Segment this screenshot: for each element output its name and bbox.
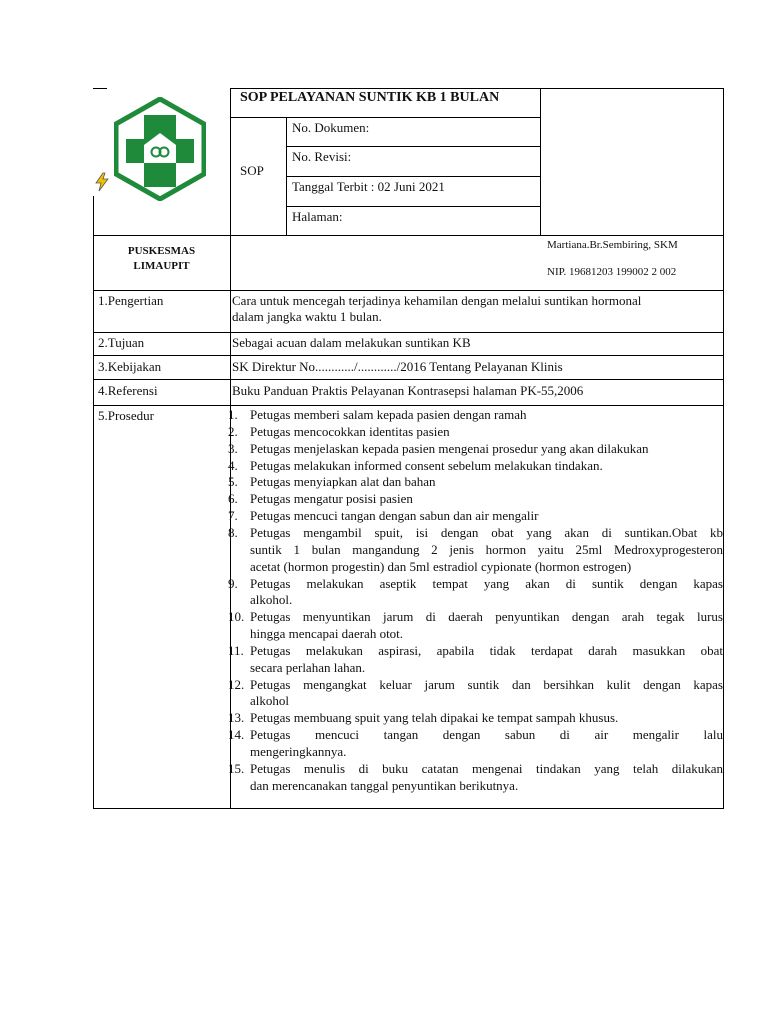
procedure-step-text: Petugas mengatur posisi pasien	[250, 491, 413, 507]
procedure-step-text: Petugas mengangkat keluar jarum suntik dan bersihkan kulit dengan kapas	[250, 676, 723, 692]
procedure-step-text: acetat (hormon progestin) dan 5ml estradiol cypionate (hormon estrogen)	[250, 558, 632, 574]
procedure-step-text: Petugas menjelaskan kepada pasien mengenai prosedur yang akan dilakukan	[250, 440, 649, 456]
procedure-step-text: Petugas menyiapkan alat dan bahan	[250, 474, 436, 490]
tujuan-label: 2.Tujuan	[98, 335, 145, 350]
procedure-step-text: Petugas mencuci tangan dengan sabun di air mengalir lalu	[250, 727, 723, 743]
procedure-step-text: alkohol.	[250, 592, 293, 608]
procedure-step-text: mengeringkannya.	[250, 744, 347, 759]
puskesmas-cross-logo-icon	[114, 97, 206, 201]
org-name-line2: LIMAUPIT	[133, 260, 190, 272]
prosedur-label: 5.Prosedur	[98, 408, 154, 423]
procedure-step-text: alkohol	[250, 693, 289, 709]
procedure-step-text: Petugas menulis di buku catatan mengenai tindakan yang telah dilakukan	[250, 760, 723, 776]
page-field: Halaman:	[292, 209, 343, 224]
procedure-step-number: 6.	[228, 491, 238, 507]
procedure-step-text: secara perlahan lahan.	[250, 659, 366, 675]
pengertian-text-line1: Cara untuk mencegah terjadinya kehamilan dengan melalui suntikan hormonal	[232, 293, 642, 308]
procedure-step-text: Petugas membuang spuit yang telah dipakai ke tempat sampah khusus.	[250, 710, 619, 726]
procedure-step-number: 7.	[228, 508, 238, 524]
sop-title: SOP PELAYANAN SUNTIK KB 1 BULAN	[240, 90, 500, 105]
procedure-step-number: 14.	[228, 727, 245, 743]
signer-nip: NIP. 19681203 199002 2 002	[547, 266, 677, 278]
procedure-step-text: hingga mencapai daerah otot.	[250, 626, 404, 642]
procedure-step-number: 1.	[228, 407, 238, 422]
procedure-step-number: 2.	[228, 423, 238, 439]
procedure-step-number: 4.	[228, 457, 238, 473]
kebijakan-text: SK Direktur No............/............/2016 Tentang Pelayanan Klinis	[232, 359, 563, 374]
procedure-step-text: Petugas memberi salam kepada pasien dengan ramah	[250, 407, 527, 422]
procedure-step-number: 11.	[228, 642, 244, 658]
procedure-step-number: 8.	[228, 524, 238, 540]
issue-date-field: Tanggal Terbit : 02 Juni 2021	[292, 179, 445, 194]
procedure-step-number: 12.	[228, 676, 245, 692]
procedure-step-text: Petugas melakukan informed consent sebelum melakukan tindakan.	[250, 457, 603, 473]
procedure-step-number: 15.	[228, 760, 245, 776]
sop-label: SOP	[240, 163, 264, 178]
procedure-step-text: Petugas mengambil spuit, isi dengan obat yang akan di suntikan.Obat kb	[250, 524, 723, 540]
org-name-line1: PUSKESMAS	[127, 245, 196, 257]
revision-field: No. Revisi:	[292, 149, 352, 164]
kebijakan-label: 3.Kebijakan	[98, 359, 162, 374]
procedure-step-text: Petugas melakukan aspirasi, apabila tidak terdapat darah masukkan obat	[250, 642, 723, 658]
pengertian-label: 1.Pengertian	[98, 293, 164, 308]
pengertian-text-line2: dalam jangka waktu 1 bulan.	[232, 309, 382, 324]
procedure-step-text: Petugas melakukan aseptik tempat yang akan di suntik dengan kapas	[250, 575, 723, 591]
procedure-step-number: 13.	[228, 710, 245, 726]
procedure-step-number: 5.	[228, 474, 238, 490]
procedure-step-number: 9.	[228, 575, 238, 591]
procedure-step-number: 3.	[228, 440, 238, 456]
procedure-step-text: dan merencanakan tanggal penyuntikan berikutnya.	[250, 777, 519, 793]
referensi-text: Buku Panduan Praktis Pelayanan Kontrasepsi halaman PK-55,2006	[232, 383, 584, 398]
lightning-icon	[94, 172, 110, 192]
procedure-step-text: Petugas mencuci tangan dengan sabun dan air mengalir	[250, 508, 539, 524]
doc-number-field: No. Dokumen:	[292, 120, 370, 135]
signer-name: Martiana.Br.Sembiring, SKM	[547, 239, 678, 251]
referensi-label: 4.Referensi	[98, 383, 158, 398]
procedure-step-text: Petugas menyuntikan jarum di daerah penyuntikan dengan arah tegak lurus	[250, 609, 723, 625]
procedure-step-text: Petugas mencocokkan identitas pasien	[250, 423, 450, 439]
tujuan-text: Sebagai acuan dalam melakukan suntikan KB	[232, 335, 471, 350]
procedure-step-number: 10.	[228, 609, 245, 625]
procedure-step-text: suntik 1 bulan mangandung 2 jenis hormon yaitu 25ml Medroxyprogesteron	[250, 541, 723, 557]
